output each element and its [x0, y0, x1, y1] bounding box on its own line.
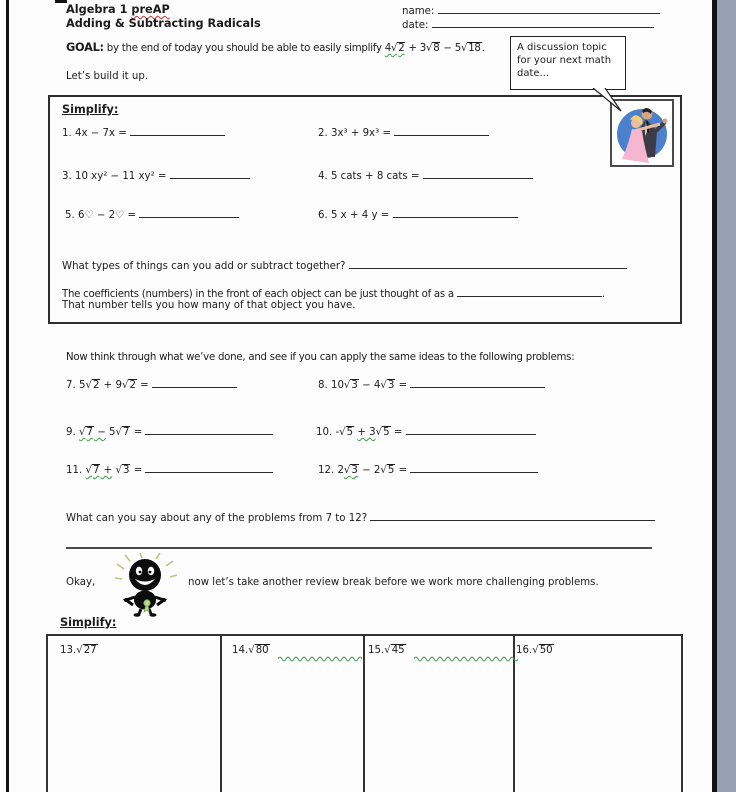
- speech-bubble: [510, 36, 626, 90]
- problem-4: 4. 5 cats + 8 cats =: [318, 168, 533, 184]
- speech-bubble-text: A discussion topic for your next math date...: [517, 42, 612, 79]
- date-row: [402, 17, 654, 33]
- section2-question: What can you say about any of the problems from 7 to 12?: [66, 510, 655, 526]
- course-title: Algebra 1 preAP: [66, 3, 170, 16]
- answer-line: [66, 547, 652, 549]
- speech-bubble-tail: [592, 88, 626, 114]
- table-column-divider: [220, 636, 222, 792]
- answer-blank: [170, 168, 250, 179]
- simplify-heading-2: Simplify:: [60, 616, 117, 629]
- table-cell-16: 16.√50: [516, 645, 553, 656]
- question-types: What types of things can you add or subtract together?: [62, 258, 627, 274]
- problem-11: 11. √7 + √3 =: [66, 462, 273, 478]
- worksheet-subtitle: Adding & Subtracting Radicals: [66, 17, 261, 30]
- simplify-box: [48, 95, 682, 324]
- problem-7: 7. 5√2 + 9√2 =: [66, 377, 237, 393]
- table-column-divider: [363, 636, 365, 792]
- answer-blank: [152, 377, 237, 388]
- answer-blank: [394, 125, 489, 136]
- answer-blank: [145, 424, 273, 435]
- answer-blank: [145, 462, 273, 473]
- table-cell-15: 15.√45: [368, 645, 405, 656]
- name-blank: [438, 3, 660, 14]
- problem-6: 6. 5 x + 4 y =: [318, 207, 518, 223]
- goal-label: GOAL:: [66, 41, 104, 54]
- spellcheck-squiggle: [278, 656, 362, 663]
- review-break-text: now let’s take another review break before we work more challenging problems.: [188, 577, 599, 588]
- answer-blank: [393, 207, 518, 218]
- table-cell-13: 13.√27: [60, 645, 97, 656]
- date-label: date:: [402, 20, 429, 31]
- spellcheck-squiggle: [414, 656, 518, 663]
- goal-text: by the end of today you should be able to easily simplify 4√2 + 3√8 − 5√18.: [106, 43, 485, 54]
- problem-8: 8. 10√3 − 4√3 =: [318, 377, 545, 393]
- coefficients-note: That number tells you how many of that object you have.: [62, 300, 356, 311]
- date-blank: [432, 17, 654, 28]
- build-up-text: Let’s build it up.: [66, 71, 149, 82]
- table-cell-14: 14.√80: [232, 645, 269, 656]
- problem-3: 3. 10 xy² − 11 xy² =: [62, 168, 250, 184]
- answer-blank: [406, 424, 536, 435]
- name-label: name:: [402, 6, 435, 17]
- section2-intro: Now think through what we’ve done, and see if you can apply the same ideas to the following problems:: [66, 352, 575, 363]
- answer-blank: [457, 286, 602, 297]
- problem-12: 12. 2√3 − 2√5 =: [318, 462, 538, 478]
- okay-text: Okay,: [66, 577, 96, 588]
- happy-character-art: [114, 553, 178, 619]
- problem-5: 5. 6♡ − 2♡ =: [65, 207, 239, 223]
- answer-blank: [370, 510, 655, 521]
- answer-blank: [410, 377, 545, 388]
- goal-line: [66, 41, 485, 56]
- problem-10: 10. -√5 + 3√5 =: [316, 424, 536, 440]
- question-coefficients: The coefficients (numbers) in the front of each object can be just thought of as a .: [62, 286, 605, 302]
- course-flagged-word: preAP: [131, 3, 170, 16]
- answer-blank: [423, 168, 533, 179]
- answer-blank: [349, 258, 627, 269]
- page-border-left: [6, 0, 9, 792]
- window-gutter: [717, 0, 736, 792]
- answer-blank: [130, 125, 225, 136]
- answer-blank: [139, 207, 239, 218]
- problem-2: 2. 3x³ + 9x³ =: [318, 125, 489, 141]
- problem-9: 9. √7 − 5√7 =: [66, 424, 273, 440]
- problem-1: 1. 4x − 7x =: [62, 125, 225, 141]
- simplify-heading: Simplify:: [62, 103, 119, 116]
- answer-blank: [410, 462, 538, 473]
- simplify-table: [46, 634, 683, 792]
